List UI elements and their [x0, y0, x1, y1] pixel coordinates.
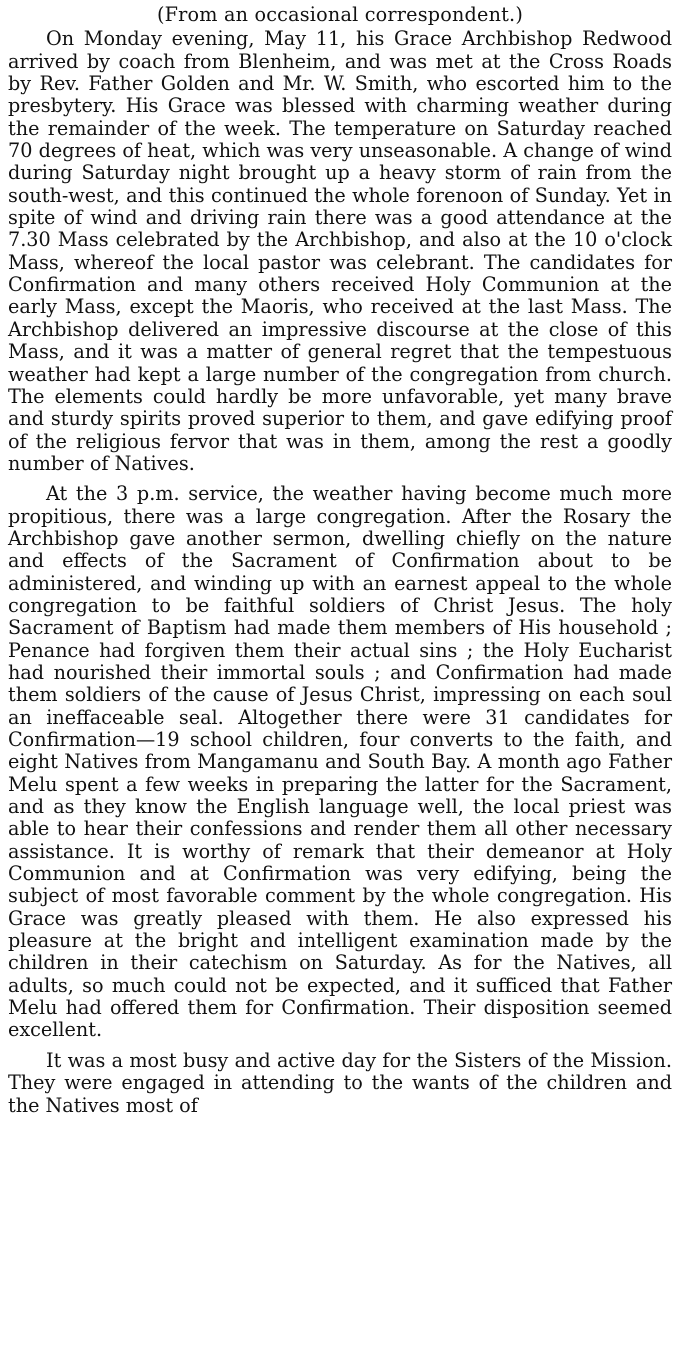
- article-paragraph-1: On Monday evening, May 11, his Grace Archbishop Redwood arrived by coach from Blenheim, and was met at the Cross Roads by Rev. Father Golden and Mr. W. Smith, who escorted him to the presbytery. His Grace was blessed with charming weather during the remainder of the week. The temperature on Saturday reached 70 degrees of heat, which was very unseasonable. A change of wind during Saturday night brought up a heavy storm of rain from the south-west, and this continued the whole forenoon of Sunday. Yet in spite of wind and driving rain there was a good attendance at the 7.30 Mass celebrated by the Archbishop, and also at the 10 o'clock Mass, whereof the local pastor was celebrant. The candidates for Confirmation and many others received Holy Communion at the early Mass, except the Maoris, who received at the last Mass. The Archbishop delivered an impressive discourse at the close of this Mass, and it was a matter of general regret that the tempestuous weather had kept a large number of the congregation from church. The elements could hardly be more unfavorable, yet many brave and sturdy spirits proved superior to them, and gave edifying proof of the religious fervor that was in them, among the rest a goodly number of Natives.: [8, 27, 672, 475]
- article-paragraph-3: It was a most busy and active day for the Sisters of the Mission. They were engaged in attending to the wants of the children and the Natives most of: [8, 1048, 672, 1117]
- article-paragraph-2: At the 3 p.m. service, the weather having become much more propitious, there was a large congregation. After the Rosary the Archbishop gave another sermon, dwelling chiefly on the nature and effects of the Sacrament of Confirmation about to be administered, and winding up with an earnest appeal to the whole congregation to be faithful soldiers of Christ Jesus. The holy Sacrament of Baptism had made them members of His household ; Penance had forgiven them their actual sins ; the Holy Eucharist had nourished their immortal souls ; and Confirmation had made them soldiers of the cause of Jesus Christ, impressing on each soul an ineffaceable seal. Altogether there were 31 candidates for Confirmation—19 school children, four converts to the faith, and eight Natives from Mangamanu and South Bay. A month ago Father Melu spent a few weeks in preparing the latter for the Sacrament, and as they know the English language well, the local priest was able to hear their confessions and render them all other necessary assistance. It is worthy of remark that their demeanor at Holy Communion and at Confirmation was very edifying, being the subject of most favorable comment by the whole congregation. His Grace was greatly pleased with them. He also expressed his pleasure at the bright and intelligent examination made by the children in their catechism on Saturday. As for the Natives, all adults, so much could not be expected, and it sufficed that Father Melu had offered them for Confirmation. Their disposition seemed excellent.: [8, 482, 672, 1042]
- article-byline: (From an occasional correspondent.): [156, 3, 524, 26]
